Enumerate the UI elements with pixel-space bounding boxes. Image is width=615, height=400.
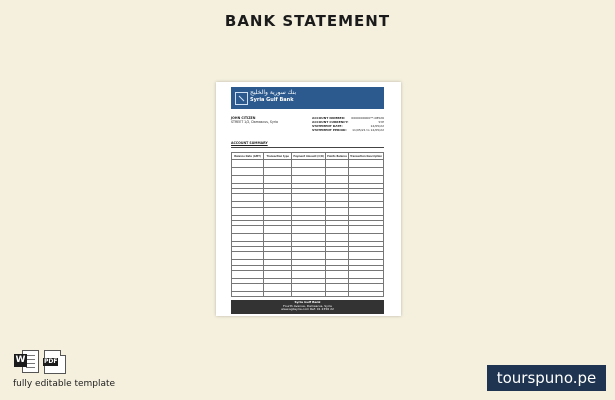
customer-address: STREET 1/2, Damascus, Syria (231, 120, 278, 124)
statement-date-value: 12/05/22 (370, 124, 384, 128)
table-row (232, 283, 384, 291)
table-row (232, 225, 384, 233)
divider (231, 147, 384, 148)
table-row (232, 194, 384, 202)
header-transaction-description: Transaction Description (350, 154, 382, 158)
table-row (232, 176, 384, 184)
bank-header (231, 87, 384, 109)
pdf-icon: PDF (44, 350, 66, 374)
table-row (232, 291, 384, 296)
header-transaction-type: Transaction type (264, 153, 292, 160)
transactions-table (231, 152, 384, 297)
statement-period-value: 11/05/21 to 12/05/22 (352, 128, 384, 132)
statement-date-label: STATEMENT DATE: (312, 124, 343, 128)
word-icon: W (14, 350, 38, 372)
account-currency-value: SYP (378, 120, 384, 124)
header-payment-amount: Payment Amount (C/D) (293, 154, 325, 158)
table-row (232, 252, 384, 260)
statement-document (216, 82, 401, 316)
account-number-label: ACCOUNT NUMBER: (312, 116, 346, 120)
table-row (232, 233, 384, 241)
table-row (232, 168, 384, 176)
header-points-balance: Points Balance (327, 154, 348, 158)
customer-name: JOHN CITIZEN (231, 116, 256, 120)
table-header-row (232, 153, 384, 160)
page-title: BANK STATEMENT (224, 12, 391, 30)
file-format-icons (14, 350, 66, 374)
account-details (312, 116, 384, 132)
bank-name: Syria Gulf Bank (250, 97, 294, 103)
header-balance-date: Balance Date (GMT) (232, 153, 264, 160)
table-row (232, 160, 384, 168)
footer-address: Fourth Avenue, Damascus, Syria (283, 303, 332, 308)
account-number-value: 0000000000**-08526 (351, 116, 384, 120)
footer-bank-name: Syria Gulf Bank (294, 300, 321, 304)
table-row (232, 207, 384, 215)
summary-title: ACCOUNT SUMMARY (231, 141, 268, 145)
brand-badge[interactable]: tourspuno.pe (487, 365, 606, 391)
table-row (232, 270, 384, 278)
statement-period-label: STATEMENT PERIOD: (312, 128, 347, 132)
bank-name-arabic: بنك سورية والخليج (250, 89, 297, 96)
template-caption: fully editable template (13, 379, 116, 389)
statement-footer (231, 300, 384, 314)
footer-web: www.sgbsyria.com Ref: 01 2356 22 (281, 307, 334, 312)
account-currency-label: ACCOUNT CURRENCY: (312, 120, 349, 124)
customer-block (231, 116, 278, 124)
bank-logo-icon (235, 92, 248, 105)
